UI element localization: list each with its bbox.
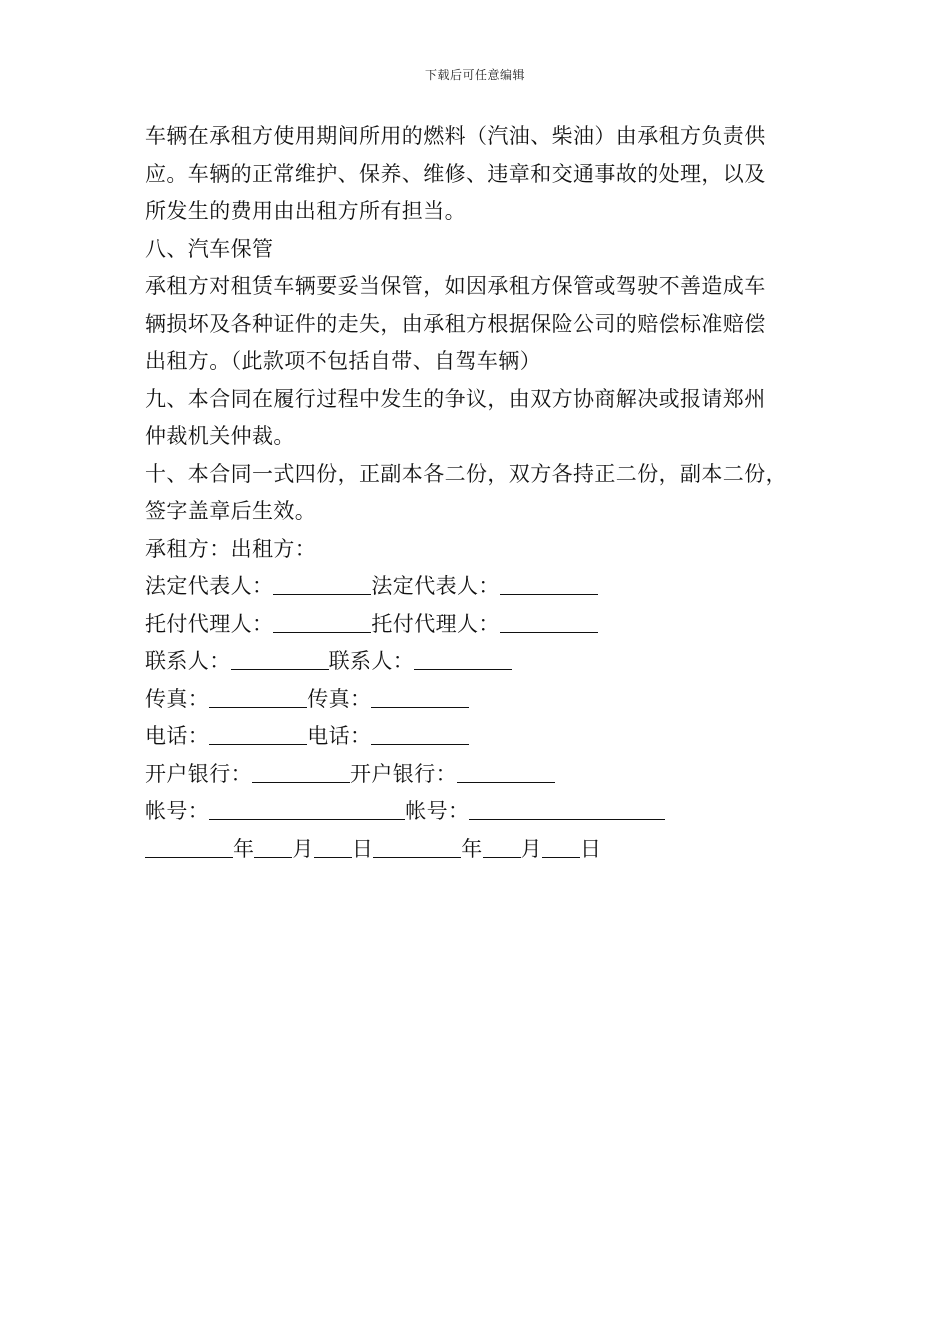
month-blank-lessee	[254, 837, 292, 858]
day-blank-lessor	[542, 837, 580, 858]
phone-row	[145, 718, 825, 756]
fax-label: 传真：	[145, 686, 210, 711]
paragraph-line: 承租方对租赁车辆要妥当保管，如因承租方保管或驾驶不善造成车	[145, 274, 766, 298]
paragraph-line: 应。车辆的正常维护、保养、维修、违章和交通事故的处理，以及	[145, 161, 766, 186]
day-label: 日	[351, 836, 374, 861]
year-blank-lessor	[373, 837, 461, 858]
contact-row	[145, 643, 825, 681]
paragraph-line: 辆损坏及各种证件的走失，由承租方根据保险公司的赔偿标准赔偿	[145, 311, 766, 336]
legal-rep-label: 法定代表人：	[145, 574, 274, 598]
year-label: 年	[461, 836, 483, 861]
legal-rep-label: 法定代表人：	[371, 574, 500, 598]
contract-body	[145, 118, 825, 868]
agent-blank-lessee	[273, 612, 371, 633]
paragraph-line: 车辆在承租方使用期间所用的燃料（汽油、柴油）由承租方负责供	[145, 124, 766, 148]
bank-blank-lessor	[457, 762, 555, 783]
phone-label: 电话：	[307, 724, 372, 748]
day-label: 日	[580, 836, 602, 861]
month-label: 月	[520, 836, 543, 861]
paragraph-line: 签字盖章后生效。	[145, 499, 317, 523]
legal-rep-blank-lessor	[500, 574, 598, 595]
bank-label: 开户银行：	[350, 761, 457, 786]
bank-label: 开户银行：	[145, 761, 252, 786]
contact-blank-lessor	[414, 649, 512, 670]
legal-rep-row	[145, 568, 825, 606]
paragraph-line: 九、本合同在履行过程中发生的争议，由双方协商解决或报请郑州	[145, 386, 766, 411]
paragraph-line: 出租方。（此款项不包括自带、自驾车辆）	[145, 349, 542, 373]
fax-row	[145, 681, 825, 719]
phone-blank-lessee	[209, 724, 307, 745]
paragraph-line: 所发生的费用由出租方所有担当。	[145, 199, 466, 223]
phone-blank-lessor	[371, 724, 469, 745]
fax-blank-lessee	[209, 687, 307, 708]
month-blank-lessor	[483, 837, 521, 858]
agent-label: 托付代理人：	[371, 611, 500, 636]
account-row	[145, 793, 825, 831]
contact-blank-lessee	[231, 649, 329, 670]
account-blank-lessee	[209, 799, 405, 820]
fax-blank-lessor	[371, 687, 469, 708]
contact-label: 联系人：	[145, 649, 231, 673]
paragraph-line: 仲裁机关仲裁。	[145, 424, 295, 448]
account-label: 帐号：	[145, 799, 210, 823]
phone-label: 电话：	[145, 724, 210, 748]
fax-label: 传真：	[307, 686, 372, 711]
account-blank-lessor	[469, 799, 665, 820]
agent-row	[145, 606, 825, 644]
legal-rep-blank-lessee	[273, 574, 371, 595]
account-label: 帐号：	[405, 799, 470, 823]
date-row	[145, 831, 825, 869]
contact-label: 联系人：	[328, 649, 415, 673]
day-blank-lessee	[314, 837, 352, 858]
parties-line: 承租方：出租方：	[145, 536, 317, 561]
bank-blank-lessee	[252, 762, 350, 783]
month-label: 月	[292, 836, 314, 861]
year-blank-lessee	[145, 837, 233, 858]
section-heading-vehicle-custody: 八、汽车保管	[145, 236, 274, 261]
bank-row	[145, 756, 825, 794]
page-header: 下载后可任意编辑	[424, 68, 525, 82]
paragraph-line: 十、本合同一式四份，正副本各二份，双方各持正二份，副本二份，	[145, 461, 787, 486]
year-label: 年	[233, 836, 255, 861]
agent-blank-lessor	[500, 612, 598, 633]
agent-label: 托付代理人：	[145, 611, 274, 636]
